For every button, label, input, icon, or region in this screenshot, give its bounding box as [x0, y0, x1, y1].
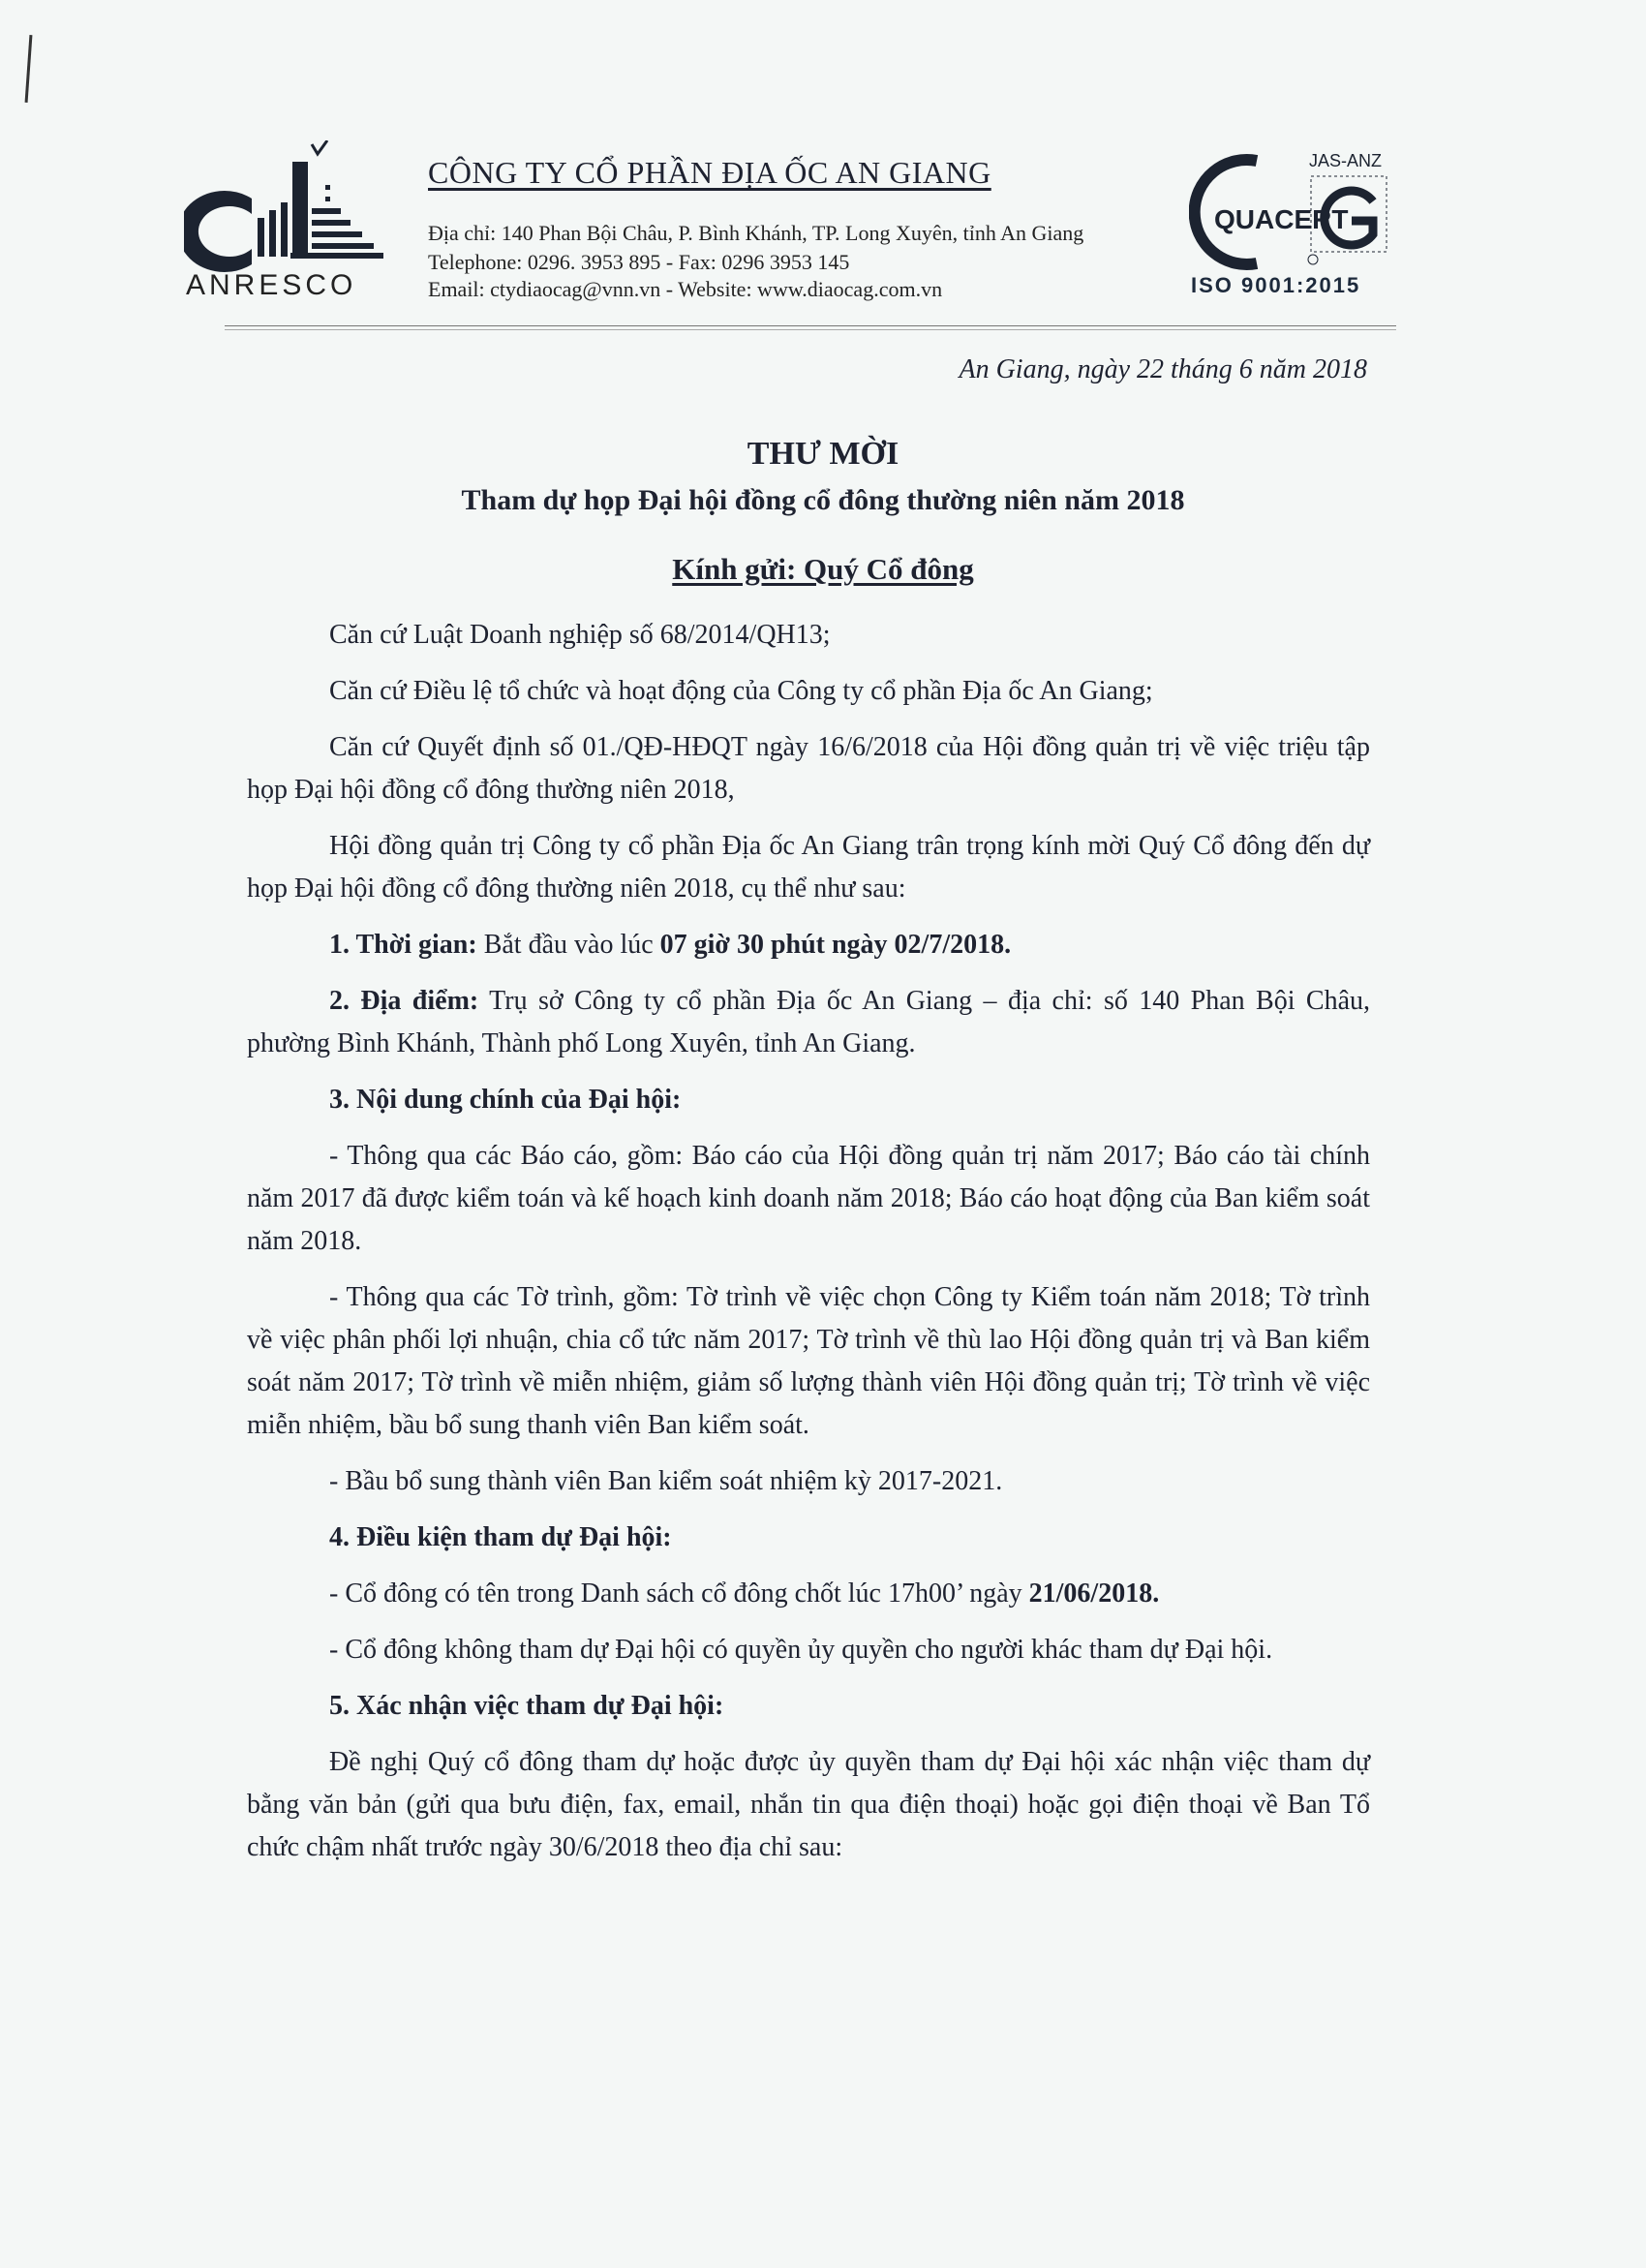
paragraph-legal-basis-1: Căn cứ Luật Doanh nghiệp số 68/2014/QH13;	[329, 620, 831, 650]
paragraph-legal-basis-2: Căn cứ Điều lệ tổ chức và hoạt động của Công ty cổ phần Địa ốc An Giang;	[329, 676, 1153, 706]
header-divider-2	[225, 329, 1396, 330]
section-confirmation-heading: 5. Xác nhận việc tham dự Đại hội:	[329, 1691, 724, 1721]
agenda-item-election: - Bầu bổ sung thành viên Ban kiểm soát nhiệm kỳ 2017-2021.	[329, 1466, 1003, 1496]
condition-date: 21/06/2018.	[1028, 1578, 1160, 1609]
section-venue-label: 2. Địa điểm:	[329, 986, 479, 1016]
condition-text: - Cổ đông có tên trong Danh sách cổ đông chốt lúc 17h00’ ngày	[329, 1578, 1029, 1609]
condition-item-shareholder-list	[247, 1573, 1370, 1615]
section-time-value: 07 giờ 30 phút ngày 02/7/2018.	[659, 930, 1012, 960]
header-divider	[225, 325, 1396, 326]
section-agenda-heading: 3. Nội dung chính của Đại hội:	[329, 1085, 682, 1115]
company-address: Địa chỉ: 140 Phan Bội Châu, P. Bình Khánh, TP. Long Xuyên, tỉnh An Giang	[428, 221, 1084, 245]
section-venue-text: Trụ sở Công ty cổ phần Địa ốc An Giang – địa chỉ: số 140 Phan Bội Châu, phường Bình Khánh, Thành phố Long Xuyên, tỉnh An Giang.	[247, 986, 1370, 1058]
section-time-label: 1. Thời gian:	[329, 930, 477, 960]
section-venue	[247, 980, 1370, 1065]
agenda-item-reports: - Thông qua các Báo cáo, gồm: Báo cáo của Hội đồng quản trị năm 2017; Báo cáo tài chính năm 2017 đã được kiểm toán và kế hoạch kinh doanh năm 2018; Báo cáo hoạt động của Ban kiểm soát năm 2018.	[247, 1141, 1370, 1256]
logo-text: ANRESCO	[186, 269, 357, 301]
company-name: CÔNG TY CỔ PHẦN ĐỊA ỐC AN GIANG	[428, 155, 991, 190]
company-email-website: Email: ctydiaocag@vnn.vn - Website: www.diaocag.com.vn	[428, 277, 943, 301]
condition-item-proxy: - Cổ đông không tham dự Đại hội có quyền ủy quyền cho người khác tham dự Đại hội.	[329, 1635, 1273, 1665]
date-line: An Giang, ngày 22 tháng 6 năm 2018	[959, 354, 1367, 384]
agenda-item-proposals: - Thông qua các Tờ trình, gồm: Tờ trình về việc chọn Công ty Kiểm toán năm 2018; Tờ trình về việc phân phối lợi nhuận, chia cổ tức năm 2017; Tờ trình về thù lao Hội đồng quản trị và Ban kiểm soát năm 2017; Tờ trình về miễn nhiệm, giảm số lượng thành viên Hội đồng quản trị; Tờ trình về việc miễn nhiệm, bầu bổ sung thanh viên Ban kiểm soát.	[247, 1282, 1370, 1440]
cert-name: QUACERT	[1214, 204, 1349, 234]
section-conditions-heading: 4. Điều kiện tham dự Đại hội:	[329, 1522, 672, 1552]
section-time	[247, 924, 1370, 966]
paragraph-invitation: Hội đồng quản trị Công ty cổ phần Địa ốc An Giang trân trọng kính mời Quý Cổ đông đến dự họp Đại hội đồng cổ đông thường niên 2018, cụ thể như sau:	[247, 831, 1370, 904]
company-phone-fax: Telephone: 0296. 3953 895 - Fax: 0296 3953 145	[428, 250, 850, 274]
greeting: Kính gửi: Quý Cổ đông	[672, 552, 974, 586]
section-time-text: Bắt đầu vào lúc	[476, 930, 660, 960]
letter-title: THƯ MỜI	[747, 436, 899, 472]
letter-body	[247, 614, 1370, 1883]
letter-subtitle: Tham dự họp Đại hội đồng cổ đông thường niên năm 2018	[461, 484, 1185, 516]
margin-mark	[25, 35, 33, 103]
cert-top: JAS-ANZ	[1309, 151, 1383, 170]
iso-certification: ISO 9001:2015	[1191, 273, 1361, 297]
paragraph-legal-basis-3: Căn cứ Quyết định số 01./QĐ-HĐQT ngày 16/6/2018 của Hội đồng quản trị về việc triệu tập họp Đại hội đồng cổ đông thường niên 2018,	[247, 732, 1370, 805]
confirmation-text: Đề nghị Quý cổ đông tham dự hoặc được ủy quyền tham dự Đại hội xác nhận việc tham dự bằng văn bản (gửi qua bưu điện, fax, email, nhắn tin qua điện thoại) hoặc gọi điện thoại về Ban Tổ chức chậm nhất trước ngày 30/6/2018 theo địa chỉ sau:	[247, 1747, 1370, 1862]
